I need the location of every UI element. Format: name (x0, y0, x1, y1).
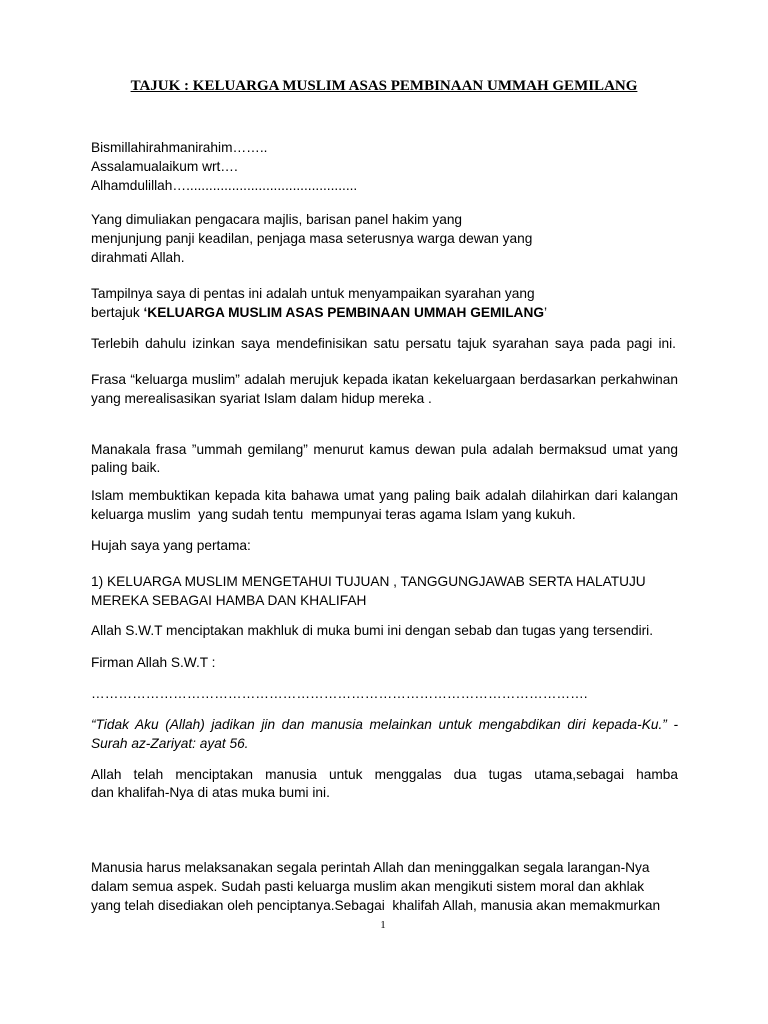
islam-proof-line: Islam membuktikan kepada kita bahawa umat yang paling baik adalah dilahirkan dari kalangan (91, 488, 678, 503)
argument-heading-line: 1) KELUARGA MUSLIM MENGETAHUI TUJUAN , TANGGUNGJAWAB SERTA HALATUJU (91, 574, 646, 589)
introduction-prefix: bertajuk (91, 305, 144, 320)
islam-proof-line: keluarga muslim yang sudah tentu mempunyai teras agama Islam yang kukuh. (91, 507, 576, 522)
obligations-line: Manusia harus melaksanakan segala perintah Allah dan meninggalkan segala larangan-Nya (91, 860, 650, 875)
salutation-line: dirahmati Allah. (91, 250, 185, 265)
salutation-line: Yang dimuliakan pengacara majlis, barisan panel hakim yang (91, 212, 463, 227)
obligations-line: yang telah disediakan oleh penciptanya.Sebagai khalifah Allah, manusia akan memakmurkan (91, 898, 661, 913)
two-duties-line: Allah telah menciptakan manusia untuk menggalas dua tugas utama,sebagai hamba (91, 767, 678, 782)
obligations-line: dalam semua aspek. Sudah pasti keluarga muslim akan mengikuti sistem moral dan akhlak (91, 879, 645, 894)
verse-translation-line: “Tidak Aku (Allah) jadikan jin dan manusia melainkan untuk mengabdikan diri kepada-Ku.” - (91, 717, 678, 732)
introduction-line: Tampilnya saya di pentas ini adalah untuk menyampaikan syarahan yang (91, 286, 535, 301)
definition-family-line: yang merealisasikan syariat Islam dalam hidup mereka . (91, 391, 432, 406)
definition-ummah-line: Manakala frasa ”ummah gemilang” menurut kamus dewan pula adalah bermaksud umat yang (91, 442, 678, 457)
introduction-suffix: ’ (543, 305, 548, 320)
opening-basmalah: Bismillahirahmanirahim…….. (91, 140, 268, 155)
argument-heading-line: MEREKA SEBAGAI HAMBA DAN KHALIFAH (91, 593, 367, 608)
two-duties-line: dan khalifah-Nya di atas muka bumi ini. (91, 785, 330, 800)
introduction-topic-bold: ‘KELUARGA MUSLIM ASAS PEMBINAAN UMMAH GEMILANG (143, 305, 544, 320)
creation-statement: Allah S.W.T menciptakan makhluk di muka bumi ini dengan sebab dan tugas yang tersendiri. (91, 623, 654, 638)
opening-hamdalah: Alhamdulillah…............................................. (91, 178, 358, 193)
page-number: 1 (380, 919, 386, 931)
argument-intro: Hujah saya yang pertama: (91, 538, 251, 553)
definition-family-line: Frasa “keluarga muslim” adalah merujuk kepada ikatan kekeluargaan berdasarkan perkahwinan (91, 372, 678, 387)
definition-intro-line: Terlebih dahulu izinkan saya mendefinisikan satu persatu tajuk syarahan saya pada pagi ini. (91, 336, 676, 351)
introduction-topic-line (91, 303, 547, 322)
verse-placeholder: ………………………………………………………………………………………………. (91, 686, 588, 701)
document-title: TAJUK : KELUARGA MUSLIM ASAS PEMBINAAN UMMAH GEMILANG (130, 78, 638, 94)
opening-salam: Assalamualaikum wrt…. (91, 159, 238, 174)
verse-intro: Firman Allah S.W.T : (91, 655, 216, 670)
salutation-line: menjunjung panji keadilan, penjaga masa seterusnya warga dewan yang (91, 231, 533, 246)
verse-translation-line: Surah az-Zariyat: ayat 56. (91, 736, 249, 751)
definition-ummah-line: paling baik. (91, 460, 161, 475)
